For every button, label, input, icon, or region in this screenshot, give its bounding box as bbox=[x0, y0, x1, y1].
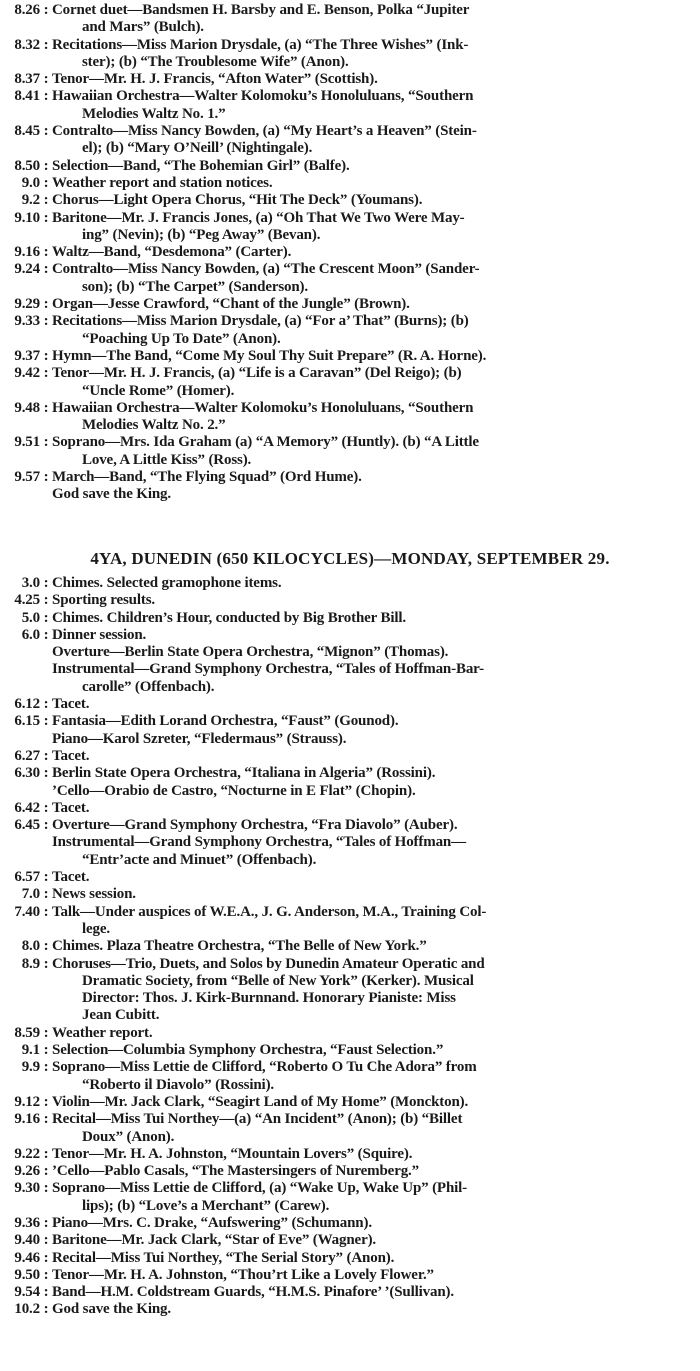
entry-time: 9.40 bbox=[14, 1232, 40, 1249]
entry-time: 6.15 bbox=[14, 713, 40, 730]
time-separator: : bbox=[43, 365, 49, 382]
programme-entry bbox=[0, 696, 700, 713]
entry-time: 3.0 bbox=[21, 575, 40, 591]
time-separator: : bbox=[43, 1301, 49, 1318]
time-separator: : bbox=[43, 399, 49, 416]
entry-time: 9.48 bbox=[14, 399, 40, 416]
programme-entry bbox=[0, 296, 700, 313]
entry-text: Tacet. bbox=[52, 869, 90, 886]
programme-entry bbox=[0, 956, 700, 973]
programme-entry bbox=[0, 71, 700, 88]
entry-text: God save the King. bbox=[52, 1301, 171, 1318]
time-separator: : bbox=[43, 296, 49, 313]
time-separator: : bbox=[43, 1232, 49, 1249]
programme-entry-continuation bbox=[0, 661, 700, 678]
time-separator: : bbox=[43, 1093, 49, 1110]
time-separator bbox=[40, 921, 52, 938]
time-separator: : bbox=[43, 469, 49, 486]
time-separator bbox=[40, 227, 52, 244]
entry-text: Recitations—Miss Marion Drysdale, (a) “The Three Wishes” (Ink- bbox=[52, 36, 469, 53]
time-separator: : bbox=[43, 261, 49, 278]
programme-entry-continuation bbox=[0, 279, 700, 296]
entry-text: Berlin State Opera Orchestra, “Italiana in Algeria” (Rossini). bbox=[52, 765, 436, 782]
programme-entry-continuation bbox=[0, 331, 700, 348]
programme-entry bbox=[0, 400, 700, 417]
entry-text: Love, A Little Kiss” (Ross). bbox=[82, 451, 252, 468]
time-separator: : bbox=[43, 938, 49, 955]
entry-text: and Mars” (Bulch). bbox=[82, 19, 204, 36]
time-separator bbox=[40, 661, 52, 678]
programme-entry bbox=[0, 1232, 700, 1249]
time-separator bbox=[40, 279, 52, 296]
time-separator: : bbox=[43, 1024, 49, 1041]
programme-entry bbox=[0, 469, 700, 486]
time-separator: : bbox=[43, 244, 49, 261]
entry-time: 8.41 bbox=[14, 88, 40, 105]
entry-time-spacer bbox=[0, 1077, 40, 1094]
programme-entry bbox=[0, 175, 700, 192]
entry-text: Contralto—Miss Nancy Bowden, (a) “The Crescent Moon” (Sander- bbox=[52, 261, 480, 278]
time-separator: : bbox=[43, 869, 49, 886]
time-separator bbox=[40, 417, 52, 434]
entry-text: Hawaiian Orchestra—Walter Kolomoku’s Honoluluans, “Southern bbox=[52, 399, 474, 416]
programme-entry-continuation bbox=[0, 54, 700, 71]
programme-entry-continuation bbox=[0, 834, 700, 851]
entry-text: Instrumental—Grand Symphony Orchestra, “Tales of Hoffman— bbox=[52, 834, 466, 851]
programme-entry-continuation bbox=[0, 644, 700, 661]
time-separator: : bbox=[43, 157, 49, 174]
time-separator bbox=[40, 1077, 52, 1094]
programme-entry bbox=[0, 1111, 700, 1128]
programme-entry bbox=[0, 1284, 700, 1301]
entry-text: God save the King. bbox=[52, 486, 171, 503]
entry-text: Chorus—Light Opera Chorus, “Hit The Deck” (Youmans). bbox=[52, 192, 423, 209]
entry-text: Weather report. bbox=[52, 1024, 153, 1041]
entry-time: 4.25 bbox=[14, 592, 40, 609]
entry-text: Selection—Columbia Symphony Orchestra, “Faust Selection.” bbox=[52, 1042, 444, 1059]
entry-time: 6.27 bbox=[14, 747, 40, 764]
programme-entry bbox=[0, 748, 700, 765]
entry-text: Jean Cubitt. bbox=[82, 1007, 160, 1024]
entry-text: Recitations—Miss Marion Drysdale, (a) “For a’ That” (Burns); (b) bbox=[52, 313, 469, 330]
programme-entry-continuation bbox=[0, 383, 700, 400]
time-separator bbox=[40, 644, 52, 661]
time-separator: : bbox=[43, 696, 49, 713]
entry-text: Recital—Miss Tui Northey—(a) “An Incident” (Anon); (b) “Billet bbox=[52, 1111, 463, 1128]
entry-time: 6.30 bbox=[14, 765, 40, 782]
time-separator bbox=[40, 973, 52, 990]
entry-time: 9.10 bbox=[14, 209, 40, 226]
entry-time-spacer bbox=[0, 1129, 40, 1146]
programme-entry bbox=[0, 365, 700, 382]
entry-text: Organ—Jesse Crawford, “Chant of the Jungle” (Brown). bbox=[52, 296, 410, 313]
entry-time: 9.33 bbox=[14, 313, 40, 330]
entry-text: lege. bbox=[82, 920, 110, 937]
time-separator bbox=[40, 106, 52, 123]
entry-text: “Roberto il Diavolo” (Rossini). bbox=[82, 1076, 275, 1093]
entry-time: 9.50 bbox=[14, 1266, 40, 1283]
time-separator: : bbox=[43, 1163, 49, 1180]
time-separator bbox=[40, 679, 52, 696]
entry-text: Director: Thos. J. Kirk-Burnnand. Honorary Pianiste: Miss bbox=[82, 990, 456, 1007]
time-separator bbox=[40, 1007, 52, 1024]
entry-time: 10.2 bbox=[14, 1301, 40, 1318]
time-separator bbox=[40, 140, 52, 157]
entry-time-spacer bbox=[0, 661, 40, 678]
time-separator: : bbox=[43, 2, 49, 18]
programme-entry bbox=[0, 158, 700, 175]
entry-time-spacer bbox=[0, 19, 40, 36]
entry-time-spacer bbox=[0, 852, 40, 869]
entry-time: 9.16 bbox=[14, 1111, 40, 1128]
entry-text: lips); (b) “Love’s a Merchant” (Carew). bbox=[82, 1197, 330, 1214]
entry-text: Soprano—Mrs. Ida Graham (a) “A Memory” (Huntly). (b) “A Little bbox=[52, 434, 479, 451]
entry-text: el); (b) “Mary O’Neill’ (Nightingale). bbox=[82, 140, 313, 157]
time-separator: : bbox=[43, 1145, 49, 1162]
entry-time: 9.26 bbox=[14, 1163, 40, 1180]
programme-entry bbox=[0, 592, 700, 609]
time-separator: : bbox=[43, 626, 49, 643]
programme-entry bbox=[0, 88, 700, 105]
time-separator: : bbox=[43, 1111, 49, 1128]
entry-time-spacer bbox=[0, 644, 40, 661]
entry-time: 7.0 bbox=[21, 886, 40, 903]
time-separator: : bbox=[43, 713, 49, 730]
entry-time: 8.0 bbox=[21, 938, 40, 955]
entry-time: 8.9 bbox=[21, 955, 40, 972]
programme-entry bbox=[0, 348, 700, 365]
entry-time: 9.22 bbox=[14, 1145, 40, 1162]
entry-text: Sporting results. bbox=[52, 592, 156, 609]
entry-text: Fantasia—Edith Lorand Orchestra, “Faust” (Gounod). bbox=[52, 713, 399, 730]
time-separator: : bbox=[43, 955, 49, 972]
entry-text: Overture—Berlin State Opera Orchestra, “Mignon” (Thomas). bbox=[52, 644, 449, 661]
time-separator bbox=[40, 1129, 52, 1146]
programme-entry bbox=[0, 261, 700, 278]
programme-entry bbox=[0, 1059, 700, 1076]
entry-time-spacer bbox=[0, 486, 40, 503]
entry-time: 9.24 bbox=[14, 261, 40, 278]
programme-entry bbox=[0, 1163, 700, 1180]
time-separator bbox=[40, 54, 52, 71]
entry-time: 9.29 bbox=[14, 296, 40, 313]
time-separator bbox=[40, 383, 52, 400]
entry-time: 8.32 bbox=[14, 36, 40, 53]
time-separator: : bbox=[43, 1249, 49, 1266]
entry-text: son); (b) “The Carpet” (Sanderson). bbox=[82, 278, 309, 295]
entry-text: Instrumental—Grand Symphony Orchestra, “Tales of Hoffman-Bar- bbox=[52, 661, 484, 678]
programme-entry-continuation bbox=[0, 1077, 700, 1094]
programme-entry bbox=[0, 192, 700, 209]
programme-entry-continuation bbox=[0, 973, 700, 990]
entry-text: Talk—Under auspices of W.E.A., J. G. Anderson, M.A., Training Col- bbox=[52, 903, 487, 920]
time-separator bbox=[40, 834, 52, 851]
entry-time: 8.59 bbox=[14, 1024, 40, 1041]
entry-text: ’Cello—Orabio de Castro, “Nocturne in E Flat” (Chopin). bbox=[52, 782, 416, 799]
programme-entry bbox=[0, 1146, 700, 1163]
programme-entry-continuation bbox=[0, 140, 700, 157]
entry-time-spacer bbox=[0, 990, 40, 1007]
entry-time: 9.51 bbox=[14, 434, 40, 451]
entry-time: 6.57 bbox=[14, 869, 40, 886]
entry-text: ’Cello—Pablo Casals, “The Mastersingers of Nuremberg.” bbox=[52, 1163, 419, 1180]
programme-entry bbox=[0, 575, 700, 592]
programme-entry bbox=[0, 1025, 700, 1042]
entry-text: March—Band, “The Flying Squad” (Ord Hume). bbox=[52, 469, 362, 486]
programme-entry-continuation bbox=[0, 1198, 700, 1215]
entry-text: “Uncle Rome” (Homer). bbox=[82, 382, 235, 399]
entry-time: 8.45 bbox=[14, 123, 40, 140]
entry-text: Tenor—Mr. H. A. Johnston, “Thou’rt Like a Lovely Flower.” bbox=[52, 1266, 434, 1283]
entry-text: Doux” (Anon). bbox=[82, 1128, 175, 1145]
entry-time: 9.0 bbox=[21, 174, 40, 191]
entry-time: 9.16 bbox=[14, 244, 40, 261]
programme-entry-continuation bbox=[0, 106, 700, 123]
time-separator: : bbox=[43, 817, 49, 834]
entry-text: Chimes. Plaza Theatre Orchestra, “The Belle of New York.” bbox=[52, 938, 427, 955]
time-separator: : bbox=[43, 174, 49, 191]
time-separator: : bbox=[43, 609, 49, 626]
time-separator bbox=[40, 331, 52, 348]
entry-time-spacer bbox=[0, 1198, 40, 1215]
programme-entry-continuation bbox=[0, 783, 700, 800]
programme-entry-continuation bbox=[0, 852, 700, 869]
programme-entry bbox=[0, 765, 700, 782]
time-separator: : bbox=[43, 71, 49, 88]
programme-entry bbox=[0, 1267, 700, 1284]
programme-entry bbox=[0, 869, 700, 886]
entry-text: Piano—Mrs. C. Drake, “Aufswering” (Schumann). bbox=[52, 1214, 372, 1231]
entry-time: 6.0 bbox=[21, 626, 40, 643]
entry-text: Hawaiian Orchestra—Walter Kolomoku’s Honoluluans, “Southern bbox=[52, 88, 474, 105]
programme-entry bbox=[0, 800, 700, 817]
entry-time-spacer bbox=[0, 140, 40, 157]
entry-time: 9.1 bbox=[21, 1042, 40, 1059]
time-separator bbox=[40, 19, 52, 36]
entry-text: “Poaching Up To Date” (Anon). bbox=[82, 330, 281, 347]
entry-time: 8.37 bbox=[14, 71, 40, 88]
entry-text: Band—H.M. Coldstream Guards, “H.M.S. Pinafore’ ’(Sullivan). bbox=[52, 1284, 455, 1301]
time-separator: : bbox=[43, 765, 49, 782]
programme-entry bbox=[0, 2, 700, 19]
programme-entry bbox=[0, 1301, 700, 1318]
entry-time-spacer bbox=[0, 54, 40, 71]
entry-text: Chimes. Children’s Hour, conducted by Big Brother Bill. bbox=[52, 609, 407, 626]
entry-time: 6.45 bbox=[14, 817, 40, 834]
entry-text: Choruses—Trio, Duets, and Solos by Dunedin Amateur Operatic and bbox=[52, 955, 485, 972]
entry-time-spacer bbox=[0, 1007, 40, 1024]
entry-text: Contralto—Miss Nancy Bowden, (a) “My Heart’s a Heaven” (Stein- bbox=[52, 123, 477, 140]
programme-section-4ya-dunedin bbox=[0, 575, 700, 1319]
time-separator: : bbox=[43, 747, 49, 764]
time-separator bbox=[40, 990, 52, 1007]
entry-time: 9.54 bbox=[14, 1284, 40, 1301]
entry-text: Recital—Miss Tui Northey, “The Serial Story” (Anon). bbox=[52, 1249, 395, 1266]
programme-entry bbox=[0, 713, 700, 730]
entry-time: 9.36 bbox=[14, 1214, 40, 1231]
time-separator: : bbox=[43, 36, 49, 53]
programme-entry-continuation bbox=[0, 1007, 700, 1024]
station-heading: 4YA, DUNEDIN (650 KILOCYCLES)—MONDAY, SEPTEMBER 29. bbox=[90, 549, 610, 568]
time-separator: : bbox=[43, 1284, 49, 1301]
time-separator bbox=[40, 452, 52, 469]
programme-section-previous-station bbox=[0, 2, 700, 504]
entry-time-spacer bbox=[0, 973, 40, 990]
entry-text: Baritone—Mr. J. Francis Jones, (a) “Oh That We Two Were May- bbox=[52, 209, 465, 226]
programme-entry-continuation bbox=[0, 486, 700, 503]
entry-time: 8.26 bbox=[14, 2, 40, 18]
programme-entry-continuation bbox=[0, 731, 700, 748]
entry-text: Cornet duet—Bandsmen H. Barsby and E. Benson, Polka “Jupiter bbox=[52, 2, 470, 18]
programme-entry bbox=[0, 313, 700, 330]
entry-time: 6.42 bbox=[14, 799, 40, 816]
entry-text: Dinner session. bbox=[52, 626, 147, 643]
entry-time: 9.30 bbox=[14, 1180, 40, 1197]
entry-text: Melodies Waltz No. 2.” bbox=[82, 417, 226, 434]
programme-entry bbox=[0, 1250, 700, 1267]
entry-time: 9.57 bbox=[14, 469, 40, 486]
entry-time-spacer bbox=[0, 731, 40, 748]
entry-text: Tacet. bbox=[52, 799, 90, 816]
programme-entry-continuation bbox=[0, 452, 700, 469]
entry-text: Violin—Mr. Jack Clark, “Seagirt Land of My Home” (Monckton). bbox=[52, 1093, 469, 1110]
entry-time: 9.2 bbox=[21, 192, 40, 209]
programme-entry bbox=[0, 1042, 700, 1059]
entry-time-spacer bbox=[0, 783, 40, 800]
entry-text: Tenor—Mr. H. J. Francis, (a) “Life is a Caravan” (Del Reigo); (b) bbox=[52, 365, 462, 382]
entry-text: Weather report and station notices. bbox=[52, 174, 273, 191]
entry-time-spacer bbox=[0, 834, 40, 851]
entry-text: Melodies Waltz No. 1.” bbox=[82, 105, 226, 122]
entry-time-spacer bbox=[0, 452, 40, 469]
programme-entry bbox=[0, 938, 700, 955]
entry-text: Soprano—Miss Lettie de Clifford, (a) “Wake Up, Wake Up” (Phil- bbox=[52, 1180, 468, 1197]
programme-entry-continuation bbox=[0, 679, 700, 696]
entry-time: 6.12 bbox=[14, 696, 40, 713]
programme-entry-continuation bbox=[0, 417, 700, 434]
programme-entry-continuation bbox=[0, 990, 700, 1007]
time-separator: : bbox=[43, 1180, 49, 1197]
time-separator bbox=[40, 486, 52, 503]
time-separator: : bbox=[43, 88, 49, 105]
entry-text: Hymn—The Band, “Come My Soul Thy Suit Prepare” (R. A. Horne). bbox=[52, 347, 487, 364]
entry-time-spacer bbox=[0, 417, 40, 434]
programme-entry bbox=[0, 886, 700, 903]
entry-text: ster); (b) “The Troublesome Wife” (Anon). bbox=[82, 53, 349, 70]
entry-text: carolle” (Offenbach). bbox=[82, 678, 215, 695]
entry-time: 9.9 bbox=[21, 1059, 40, 1076]
entry-text: ing” (Nevin); (b) “Peg Away” (Bevan). bbox=[82, 226, 321, 243]
programme-entry bbox=[0, 1094, 700, 1111]
entry-text: Chimes. Selected gramophone items. bbox=[52, 575, 282, 591]
time-separator: : bbox=[43, 1266, 49, 1283]
time-separator: : bbox=[43, 434, 49, 451]
entry-text: Waltz—Band, “Desdemona” (Carter). bbox=[52, 244, 292, 261]
entry-text: Selection—Band, “The Bohemian Girl” (Balfe). bbox=[52, 157, 350, 174]
entry-text: Tacet. bbox=[52, 747, 90, 764]
time-separator: : bbox=[43, 209, 49, 226]
programme-entry bbox=[0, 904, 700, 921]
programme-entry bbox=[0, 610, 700, 627]
entry-text: “Entr’acte and Minuet” (Offenbach). bbox=[82, 851, 317, 868]
programme-entry-continuation bbox=[0, 921, 700, 938]
time-separator: : bbox=[43, 575, 49, 591]
entry-time-spacer bbox=[0, 921, 40, 938]
time-separator: : bbox=[43, 192, 49, 209]
entry-time-spacer bbox=[0, 106, 40, 123]
time-separator: : bbox=[43, 123, 49, 140]
entry-time: 8.50 bbox=[14, 157, 40, 174]
time-separator: : bbox=[43, 1214, 49, 1231]
entry-time-spacer bbox=[0, 227, 40, 244]
programme-entry-continuation bbox=[0, 19, 700, 36]
time-separator bbox=[40, 783, 52, 800]
entry-time: 5.0 bbox=[21, 609, 40, 626]
entry-text: Tenor—Mr. H. A. Johnston, “Mountain Lovers” (Squire). bbox=[52, 1145, 413, 1162]
entry-text: Overture—Grand Symphony Orchestra, “Fra Diavolo” (Auber). bbox=[52, 817, 458, 834]
programme-entry bbox=[0, 817, 700, 834]
entry-text: Dramatic Society, from “Belle of New York” (Kerker). Musical bbox=[82, 972, 474, 989]
time-separator: : bbox=[43, 1059, 49, 1076]
programme-entry bbox=[0, 37, 700, 54]
entry-text: Baritone—Mr. Jack Clark, “Star of Eve” (Wagner). bbox=[52, 1232, 377, 1249]
entry-text: News session. bbox=[52, 886, 136, 903]
entry-time: 9.37 bbox=[14, 347, 40, 364]
entry-text: Piano—Karol Szreter, “Fledermaus” (Strauss). bbox=[52, 730, 347, 747]
entry-time-spacer bbox=[0, 679, 40, 696]
time-separator: : bbox=[43, 592, 49, 609]
entry-time: 9.42 bbox=[14, 365, 40, 382]
time-separator bbox=[40, 852, 52, 869]
programme-entry bbox=[0, 1215, 700, 1232]
programme-entry-continuation bbox=[0, 227, 700, 244]
entry-text: Tacet. bbox=[52, 696, 90, 713]
time-separator: : bbox=[43, 347, 49, 364]
entry-time: 7.40 bbox=[14, 903, 40, 920]
time-separator bbox=[40, 1198, 52, 1215]
programme-entry bbox=[0, 1180, 700, 1197]
entry-time-spacer bbox=[0, 383, 40, 400]
entry-text: Tenor—Mr. H. J. Francis, “Afton Water” (Scottish). bbox=[52, 71, 378, 88]
entry-time: 9.46 bbox=[14, 1249, 40, 1266]
time-separator: : bbox=[43, 886, 49, 903]
entry-text: Soprano—Miss Lettie de Clifford, “Roberto O Tu Che Adora” from bbox=[52, 1059, 477, 1076]
programme-entry-continuation bbox=[0, 1129, 700, 1146]
programme-entry bbox=[0, 123, 700, 140]
time-separator: : bbox=[43, 903, 49, 920]
time-separator: : bbox=[43, 313, 49, 330]
time-separator bbox=[40, 731, 52, 748]
entry-time-spacer bbox=[0, 279, 40, 296]
entry-time-spacer bbox=[0, 331, 40, 348]
programme-entry bbox=[0, 434, 700, 451]
programme-entry bbox=[0, 627, 700, 644]
time-separator: : bbox=[43, 1042, 49, 1059]
programme-entry bbox=[0, 210, 700, 227]
time-separator: : bbox=[43, 799, 49, 816]
entry-time: 9.12 bbox=[14, 1093, 40, 1110]
programme-entry bbox=[0, 244, 700, 261]
